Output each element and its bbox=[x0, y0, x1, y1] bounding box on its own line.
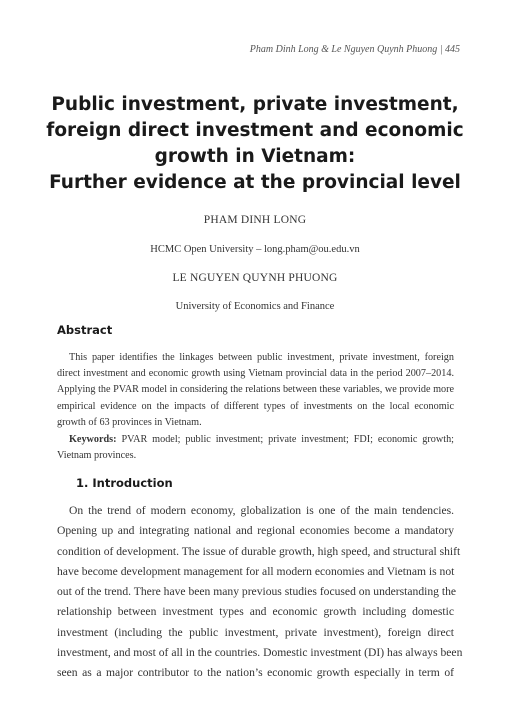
abstract-line: growth of 63 provinces in Vietnam. bbox=[57, 416, 202, 428]
keywords-line: Vietnam provinces. bbox=[57, 450, 137, 462]
abstract-line: Applying the PVAR model in considering the relations between these variables, we provide more bbox=[57, 384, 454, 396]
introduction-body bbox=[57, 501, 463, 684]
intro-line: have become development management for all modern economies and Vietnam is not bbox=[57, 564, 455, 578]
author-name: PHAM DINH LONG bbox=[203, 214, 307, 226]
abstract-line: empirical evidence on the impacts of different types of investments on the local economic bbox=[57, 400, 454, 412]
running-head: Pham Dinh Long & Le Nguyen Quynh Phuong | 445 bbox=[249, 44, 460, 55]
author-name: LE NGUYEN QUYNH PHUONG bbox=[172, 272, 338, 284]
keywords-line bbox=[57, 432, 454, 448]
introduction-heading: 1. Introduction bbox=[76, 476, 173, 490]
title-line: growth in Vietnam: bbox=[154, 146, 356, 167]
title-line: Further evidence at the provincial level bbox=[49, 172, 461, 193]
intro-line: seen as a major contributor to the nation’s economic growth especially in term of bbox=[57, 666, 454, 680]
intro-line: Opening up and integrating national and regional economies become a mandatory bbox=[57, 524, 454, 538]
abstract-body bbox=[57, 350, 454, 431]
author-affiliation: HCMC Open University – long.pham@ou.edu.vn bbox=[150, 244, 360, 255]
intro-line: On the trend of modern economy, globalization is one of the main tendencies. bbox=[69, 504, 454, 517]
intro-line: investment, and most of all in the countries. Domestic investment (DI) has always been bbox=[57, 646, 463, 660]
title-line: Public investment, private investment, bbox=[51, 94, 459, 115]
abstract-line: This paper identifies the linkages between public investment, private investment, foreign bbox=[69, 352, 454, 363]
keywords-label: Keywords: bbox=[69, 434, 117, 445]
intro-line: condition of development. The issue of durable growth, high speed, and structural shift bbox=[57, 544, 461, 558]
keywords bbox=[57, 432, 454, 464]
abstract-heading: Abstract bbox=[57, 323, 113, 337]
intro-line: out of the trend. There have been many previous studies focused on understanding the bbox=[57, 585, 457, 599]
paper-title bbox=[40, 92, 470, 196]
keywords-text: PVAR model; public investment; private investment; FDI; economic growth; bbox=[121, 434, 455, 445]
title-line: foreign direct investment and economic bbox=[46, 120, 464, 141]
abstract-line: direct investment and economic growth using Vietnam provincial data in the period 2007–2014. bbox=[57, 368, 454, 380]
intro-line: relationship between investment types and economic growth including domestic bbox=[57, 605, 454, 619]
intro-line: investment (including the public investment, private investment), foreign direct bbox=[57, 625, 454, 639]
author-affiliation: University of Economics and Finance bbox=[175, 301, 335, 312]
